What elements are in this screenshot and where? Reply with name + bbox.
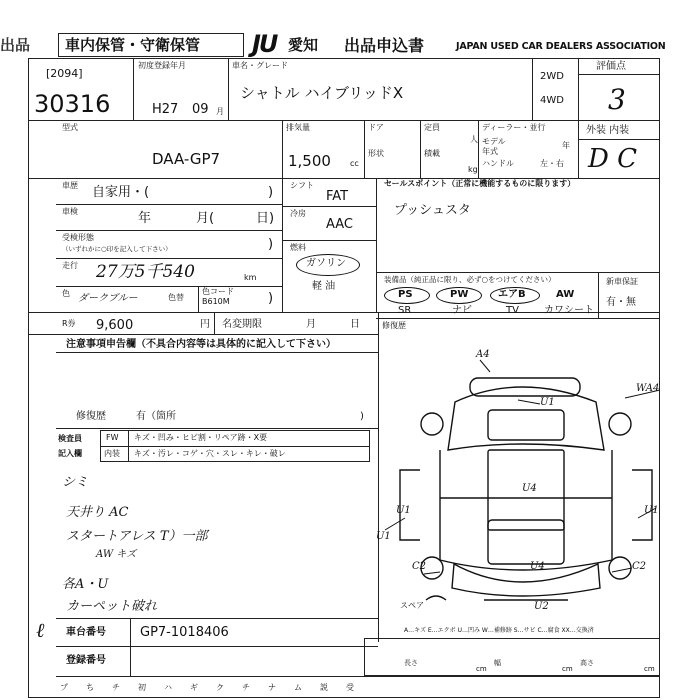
bottom-label: 受 (346, 683, 354, 692)
bottom-label: ギ (190, 683, 198, 692)
shaken-day: 日) (256, 211, 275, 226)
ju-logo: JU (252, 30, 277, 58)
lot-bracket: [2094] (46, 67, 83, 80)
fuel-label: 燃料 (290, 243, 306, 252)
hand-note-2: 天井り AC (66, 505, 129, 520)
inspection-row1-tag: FW (106, 433, 119, 442)
mileage-value: 27万5千540 (96, 262, 195, 282)
equip-aw: AW (556, 289, 575, 300)
mark-u2: U2 (534, 601, 549, 612)
bottom-label: ク (216, 683, 224, 692)
sales-points-value: プッシュスタ (394, 203, 471, 218)
equip-tv: TV (506, 305, 519, 316)
color-code-label: 色コード (202, 287, 234, 296)
mark-a4-top: A4 (476, 349, 490, 360)
header-left-clipped: 出品 (0, 36, 31, 54)
displacement-label: 排気量 (286, 123, 310, 132)
doors-label: ドア (368, 123, 384, 132)
car-name-label: 車名・グレード (232, 61, 288, 70)
sales-points-label: セールスポイント（正常に機能するものに限ります） (384, 179, 576, 188)
load-unit: kg (468, 165, 478, 174)
recycle-unit: 円 (200, 319, 210, 330)
size-length: 長さ (404, 659, 418, 667)
usage-value: 自家用・( (92, 185, 150, 200)
inspection-row2-tag: 内装 (104, 449, 120, 458)
usage-label: 車歴 (62, 181, 78, 190)
fuel-other: 軽 油 (312, 281, 336, 292)
shift-value: FAT (326, 189, 349, 204)
body-shape-label: 形状 (368, 149, 384, 158)
bottom-label: チ (112, 683, 120, 692)
model-value: DAA-GP7 (152, 150, 221, 168)
displacement-unit: cc (350, 159, 359, 168)
equip-seat: カワシート (544, 305, 594, 316)
handle-value: 左・右 (540, 159, 564, 168)
notes-repair-value: 有（箇所 (136, 411, 176, 422)
dealer-label: ディーラー・並行 (482, 123, 546, 132)
car-name-value: シャトル ハイブリッドX (240, 84, 404, 102)
bottom-label: ハ (164, 683, 172, 692)
warranty-label: 新車保証 (606, 277, 638, 286)
mark-u1-right: U1 (644, 505, 659, 516)
lot-number: 30316 (34, 90, 111, 118)
model-year-label2: 年式 (482, 147, 498, 156)
equip-pw: PW (450, 289, 469, 300)
mark-u1-left2: U1 (376, 531, 391, 542)
bottom-label: 初 (138, 683, 146, 692)
recycle-label: R券 (62, 319, 76, 328)
region-label: 愛知 (288, 36, 319, 54)
diagram-legend: A…キズ E…エクボ U…凹み W…補修跡 S…サビ C…腐食 XX…交換済 (404, 627, 594, 634)
capacity-unit: 人 (470, 135, 478, 144)
notes-repair: 修復歴 (76, 411, 106, 422)
equip-sr: SR (398, 305, 412, 316)
receipt-note: （いずれかに○印を記入して下さい） (62, 245, 172, 253)
inspection-label2: 記入欄 (58, 449, 82, 458)
chassis-label: 車台番号 (66, 627, 106, 638)
color-label: 色 (62, 289, 70, 298)
size-box (364, 638, 660, 676)
bottom-label: ち (86, 683, 94, 692)
model-label: 型式 (62, 123, 78, 132)
equip-navi: ナビ (452, 305, 472, 316)
mark-u1-left: U1 (396, 505, 411, 516)
hand-note-4: AW キズ (96, 549, 137, 560)
score-label: 評価点 (596, 61, 626, 72)
fuel-value: ガソリン (306, 258, 346, 269)
hand-note-6: カーペット破れ (66, 599, 158, 614)
load-label: 積載 (424, 149, 440, 158)
ext-int-label: 外装 内装 (586, 125, 630, 136)
usage-close: ) (268, 185, 274, 200)
equip-airbag: エアB (498, 289, 526, 300)
hand-note-5: 各A・U (62, 577, 109, 592)
registration-month: 09 (192, 102, 209, 117)
size-unit-1: cm (476, 665, 487, 673)
receipt-label: 受検形態 (62, 233, 94, 242)
storage-label: 車内保管・守衛保管 (65, 36, 201, 54)
bottom-label: プ (60, 683, 68, 692)
warranty-value: 有・無 (606, 297, 636, 308)
mark-u4-roof: U4 (522, 483, 537, 494)
color-value: ダークブルー (78, 293, 138, 304)
color-change: 色替 (168, 293, 184, 302)
shaken-month: 月( (196, 211, 215, 226)
mileage-unit: km (244, 273, 257, 282)
equipment-label: 装備品（純正品に限り、必ず○をつけてください） (384, 275, 556, 284)
mileage-label: 走行 (62, 261, 78, 270)
inspection-label1: 検査員 (58, 434, 82, 443)
ac-value: AAC (326, 217, 353, 232)
registration-month-unit: 月 (216, 107, 224, 116)
tax-label: 名変期限 (222, 319, 262, 330)
registration-era: H27 (152, 102, 179, 117)
handle-label: ハンドル (482, 159, 514, 168)
accident-label: 修復歴 (382, 321, 406, 330)
chassis-value: GP7-1018406 (140, 625, 229, 640)
bottom-label: ナ (268, 683, 276, 692)
bottom-label: 説 (320, 683, 328, 692)
drive-2wd: 2WD (540, 71, 564, 82)
color-code: B610M (202, 297, 230, 306)
model-year-unit: 年 (562, 141, 570, 150)
spare-label: スペア (400, 601, 424, 610)
form-title: 出品申込書 (344, 36, 425, 55)
shaken-year: 年 (138, 211, 152, 226)
mark-u1-hood: U1 (540, 397, 555, 408)
mark-c2-left: C2 (412, 561, 427, 572)
shaken-label: 車検 (62, 207, 78, 216)
size-width: 幅 (494, 659, 501, 667)
registration-label: 初度登録年月 (138, 61, 186, 70)
mark-wa4: WA4 (636, 383, 660, 394)
shift-label: シフト (290, 181, 314, 190)
mark-u4-rear: U4 (530, 561, 545, 572)
capacity-label: 定員 (424, 123, 440, 132)
displacement-value: 1,500 (288, 152, 331, 170)
plate-label: 登録番号 (66, 655, 106, 666)
size-unit-3: cm (644, 665, 655, 673)
size-unit-2: cm (562, 665, 573, 673)
bottom-label-row (56, 680, 376, 698)
tax-day: 日 (350, 319, 360, 330)
size-height: 高さ (580, 659, 594, 667)
drive-4wd: 4WD (540, 95, 564, 106)
association-name: JAPAN USED CAR DEALERS ASSOCIATION (456, 41, 666, 52)
ac-label: 冷房 (290, 209, 306, 218)
bottom-label: チ (242, 683, 250, 692)
equip-ps: PS (398, 289, 413, 300)
inspection-row2: キズ・汚レ・コゲ・穴・スレ・キレ・破レ (134, 449, 286, 458)
mark-c2-right: C2 (632, 561, 647, 572)
inspection-row1: キズ・凹み・ヒビ割・リペア跡・X要 (134, 433, 268, 442)
ext-int-value: D C (588, 144, 638, 174)
notes-label: 注意事項申告欄（不具合内容等は具体的に記入して下さい） (66, 339, 336, 350)
model-year-label1: モデル (482, 137, 506, 146)
score-value: 3 (608, 83, 626, 116)
tax-month: 月 (306, 319, 316, 330)
hand-note-1: シミ (62, 475, 89, 490)
recycle-value: 9,600 (96, 318, 134, 333)
hand-note-3: スタートアレス T）一部 (66, 529, 208, 544)
bottom-label: ム (294, 683, 302, 692)
